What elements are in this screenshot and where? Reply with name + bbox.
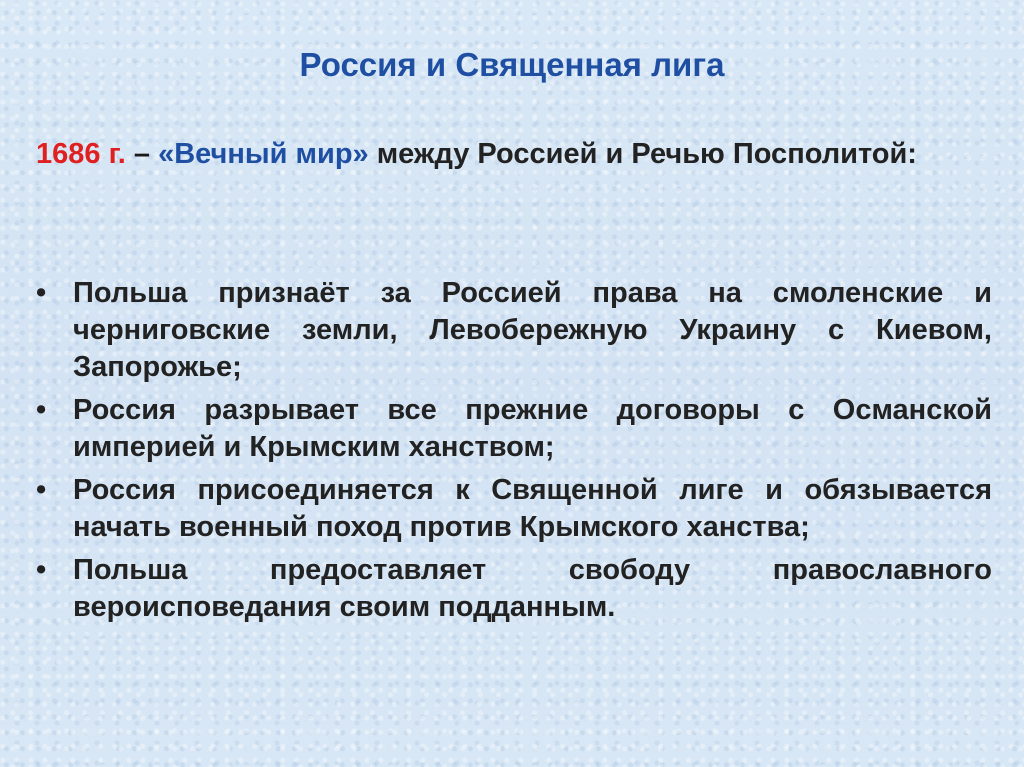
bullet-text: Польша предоставляет свободу православного вероисповедания своим подданным. [73, 554, 992, 623]
intro-dash: – [125, 138, 159, 170]
bullet-dot-icon: • [36, 394, 47, 426]
bullet-text: Россия разрывает все прежние договоры с Османской империей и Крымским ханством; [73, 394, 992, 463]
intro-year: 1686 г. [36, 138, 126, 170]
bullet-text: Польша признаёт за Россией права на смоленские и черниговские земли, Левобережную Украину с Киевом, Запорожье; [73, 277, 992, 383]
bullet-list [36, 275, 992, 632]
bullet-item [36, 472, 992, 546]
intro-rest: между Россией и Речью Посполитой: [368, 138, 917, 170]
bullet-item [36, 552, 992, 626]
bullet-text: Россия присоединяется к Священной лиге и обязывается начать военный поход против Крымского ханства; [73, 474, 992, 543]
bullet-dot-icon: • [36, 554, 47, 586]
slide-title: Россия и Священная лига [299, 46, 725, 83]
intro-paragraph [36, 136, 992, 172]
intro-treaty-name: «Вечный мир» [158, 138, 369, 170]
bullet-item [36, 275, 992, 386]
bullet-dot-icon: • [36, 474, 47, 506]
bullet-item [36, 392, 992, 466]
bullet-dot-icon: • [36, 277, 47, 309]
